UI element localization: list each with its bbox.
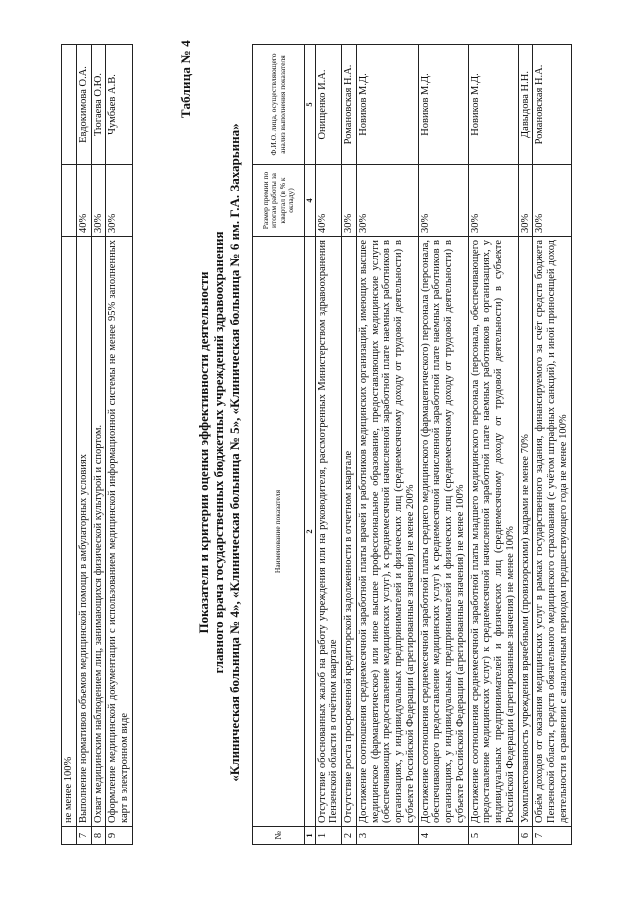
- indicator-text: Отсутствие роста просроченной кредиторской задолженности в отчетном квартале: [342, 237, 357, 827]
- row-number: [62, 827, 77, 845]
- header-number: №: [253, 827, 305, 845]
- responsible-name: Чумбаев А.В.: [106, 45, 133, 165]
- heading-line: главного врача государственных бюджетных учреждений здравоохранения: [211, 231, 227, 674]
- row-number: 5: [468, 827, 518, 845]
- table-row: [418, 45, 468, 845]
- row-number: 7: [533, 827, 571, 845]
- table-number-label: Таблица № 4: [178, 40, 193, 119]
- responsible-name: Евдокимова О.А.: [76, 45, 91, 165]
- index-cell: 4: [305, 165, 316, 237]
- table-row: [106, 45, 133, 845]
- responsible-name: Новиков М.Д.: [356, 45, 418, 165]
- responsible-name: Тюгаева О.Ю.: [91, 45, 106, 165]
- table-row: [356, 45, 418, 845]
- index-cell: 1: [305, 827, 316, 845]
- table-row: [518, 45, 533, 845]
- heading-line: Показатели и критерии оценки эффективности деятельности: [196, 271, 211, 634]
- table-row: [76, 45, 91, 845]
- header-indicator: Наименование показателя: [253, 237, 305, 827]
- indicator-text: Выполнение нормативов объемов медицинской помощи в амбулаторных условиях: [76, 237, 91, 827]
- table-heading: [196, 40, 242, 865]
- header-responsible: Ф.И.О. лица, осуществляющего анализ выполнения показателя: [253, 45, 305, 165]
- row-number: 9: [106, 827, 133, 845]
- responsible-name: Давыдова Н.Н.: [518, 45, 533, 165]
- index-cell: 5: [305, 45, 316, 165]
- row-number: 6: [518, 827, 533, 845]
- table-row: [62, 45, 77, 845]
- percent-value: [62, 165, 77, 237]
- percent-value: 30%: [91, 165, 106, 237]
- percent-value: 30%: [106, 165, 133, 237]
- responsible-name: Романовская Н.А.: [342, 45, 357, 165]
- indicator-text: Достижение соотношения среднемесячной заработной платы врачей и работников медицинских организаций, имеющих высшее медицинское (фармацевтическое) или иное высшее профессиональное образование, предоставляющих медицинские услуги (обеспечивающих предоставление медицинских услуг), к среднемесячной начисленной заработной плате наемных работников в организациях, у индивидуальных предпринимателей и физических лиц (среднемесячному доходу от трудовой деятельности) в субъекте Российской Федерации (агрегированные значения) не менее 200%: [356, 237, 418, 827]
- indicator-text: не менее 100%: [62, 237, 77, 827]
- header-weight: Размер премии по итогам работы за квартал (в % к окладу): [253, 165, 305, 237]
- responsible-name: Онищенко И.А.: [315, 45, 342, 165]
- indicator-text: Достижение соотношения среднемесячной заработной платы среднего медицинского (фармацевтического) персонала (персонала, обеспечивающего предоставление медицинских услуг) к среднемесячной начисленной заработной плате наемных работников в организациях, у индивидуальных предпринимателей и физических лиц (среднемесячному доходу от трудовой деятельности) в субъекте Российской Федерации (агрегированные значения) не менее 100%: [418, 237, 468, 827]
- indicator-text: Охват медицинским наблюдением лиц, занимающихся физической культурой и спортом.: [91, 237, 106, 827]
- table-row: [468, 45, 518, 845]
- row-number: 1: [315, 827, 342, 845]
- responsible-name: [62, 45, 77, 165]
- indicators-table: [252, 44, 572, 845]
- percent-value: 30%: [518, 165, 533, 237]
- table-row: [342, 45, 357, 845]
- row-number: 2: [342, 827, 357, 845]
- table-row: [533, 45, 571, 845]
- percent-value: 40%: [76, 165, 91, 237]
- row-number: 3: [356, 827, 418, 845]
- responsible-name: Новиков М.Д.: [468, 45, 518, 165]
- row-number: 8: [91, 827, 106, 845]
- percent-value: 30%: [342, 165, 357, 237]
- percent-value: 30%: [468, 165, 518, 237]
- indicator-text: Отсутствие обоснованных жалоб на работу учреждения или на руководителя, рассмотренных Министерством здравоохранения Пензенской области в отчётном квартале: [315, 237, 342, 827]
- indicator-text: Достижение соотношения среднемесячной заработной платы младшего медицинского персонала (персонала, обеспечивающего предоставление медицинских услуг) к среднемесячной начисленной заработной плате наемных работников в организациях, у индивидуальных предпринимателей и физических лиц (среднемесячному доходу от трудовой деятельности) в субъекте Российской Федерации (агрегированные значения) не менее 100%: [468, 237, 518, 827]
- row-number: 7: [76, 827, 91, 845]
- header-row: [253, 45, 305, 845]
- percent-value: 30%: [533, 165, 571, 237]
- responsible-name: Романовская Н.А.: [533, 45, 571, 165]
- responsible-name: Новиков М.Д.: [418, 45, 468, 165]
- table-row: [315, 45, 342, 845]
- indicator-text: Оформление медицинской документации с использованием медицинской информационной системы не менее 95% заполненных карт в электронном виде: [106, 237, 133, 827]
- indicator-text: Объём доходов от оказания медицинских услуг в рамках государственного задания, финансируемого за счёт средств бюджета Пензенской области, средств обязательного медицинского страхования (с учётом штрафных санкций), и иной приносящей доход деятельности в сравнении с аналогичным периодом предшествующего года не менее 100%: [533, 237, 571, 827]
- percent-value: 30%: [418, 165, 468, 237]
- percent-value: 30%: [356, 165, 418, 237]
- heading-line: «Клиническая больница № 4», «Клиническая больница № 5», «Клиническая больница № 6 им. Г.А. Захарьина»: [226, 123, 242, 782]
- continuation-table: [61, 44, 133, 845]
- row-number: 4: [418, 827, 468, 845]
- table-row: [91, 45, 106, 845]
- percent-value: 40%: [315, 165, 342, 237]
- indicator-text: Укомплектованность учреждения врачебными (провизорскими) кадрами не менее 70%: [518, 237, 533, 827]
- index-row: [305, 45, 316, 845]
- index-cell: 2: [305, 237, 316, 827]
